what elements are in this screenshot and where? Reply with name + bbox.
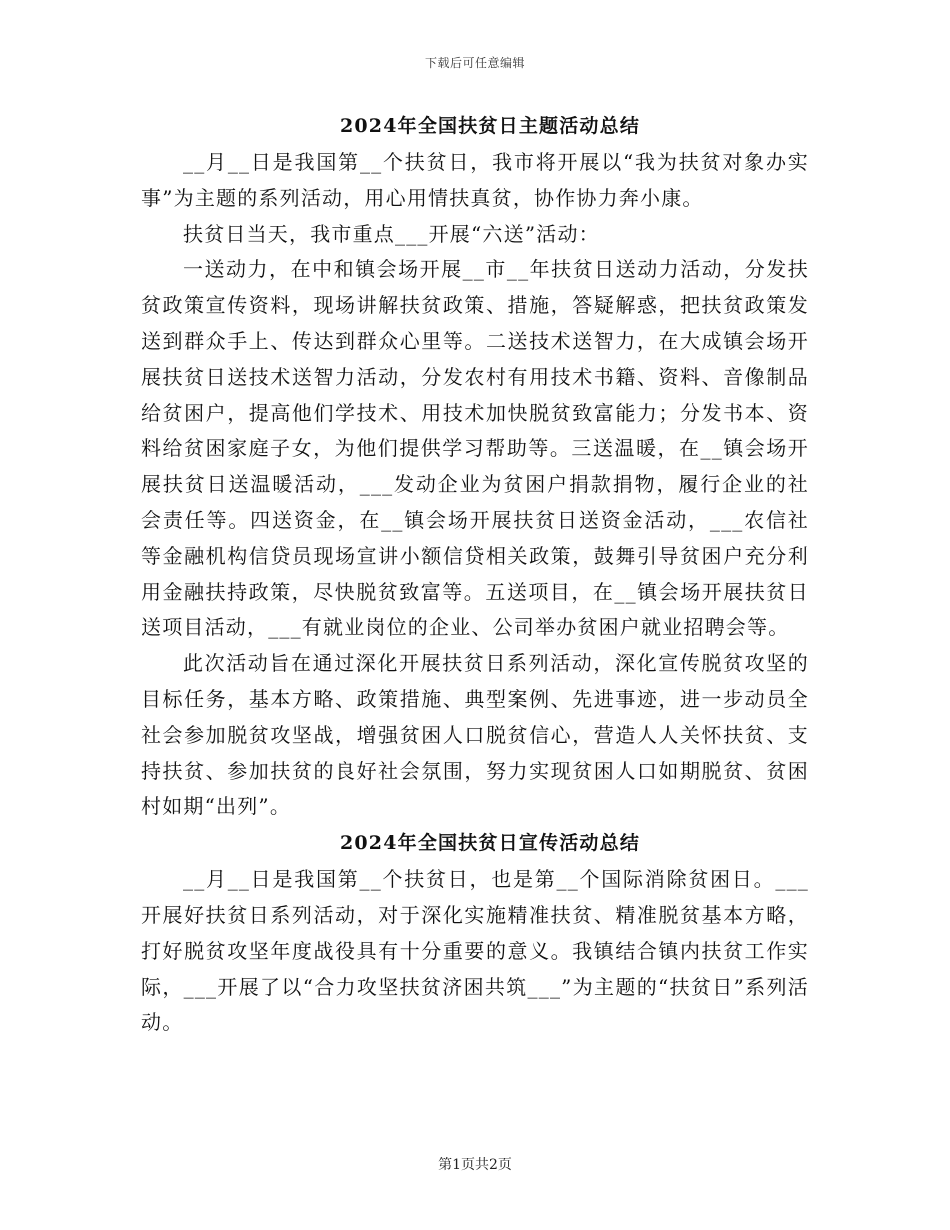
section-title: 2024年全国扶贫日主题活动总结 (339, 115, 641, 137)
paragraph: 此次活动旨在通过深化开展扶贫日系列活动，深化宣传脱贫攻坚的目标任务，基本方略、政策措施、典型案例、先进事迹，进一步动员全社会参加脱贫攻坚战，增强贫困人口脱贫信心，营造人人关怀扶贫、支持扶贫、参加扶贫的良好社会氛围，努力实现贫困人口如期脱贫、贫困村如期“出列”。 (141, 651, 809, 819)
paragraph: __月__日是我国第__个扶贫日，也是第__个国际消除贫困日。___开展好扶贫日系列活动，对于深化实施精准扶贫、精准脱贫基本方略，打好脱贫攻坚年度战役具有十分重要的意义。我镇结合镇内扶贫工作实际，___开展了以“合力攻坚扶贫济困共筑___”为主题的“扶贫日”系列活动。 (141, 867, 809, 1035)
section-poverty-day-publicity (141, 825, 809, 1041)
document-body (141, 108, 809, 1041)
section-poverty-day-theme (141, 108, 809, 825)
page-indicator: 第1页共2页 (438, 1157, 512, 1173)
paragraph: __月__日是我国第__个扶贫日，我市将开展以“我为扶贫对象办实事”为主题的系列活动，用心用情扶真贫，协作协力奔小康。 (141, 150, 809, 210)
paragraph: 扶贫日当天，我市重点___开展“六送”活动： (183, 221, 600, 246)
paragraph: 一送动力，在中和镇会场开展__市__年扶贫日送动力活动，分发扶贫政策宣传资料，现场讲解扶贫政策、措施，答疑解惑，把扶贫政策发送到群众手上、传达到群众心里等。二送技术送智力，在大成镇会场开展扶贫日送技术送智力活动，分发农村有用技术书籍、资料、音像制品给贫困户，提高他们学技术、用技术加快脱贫致富能力；分发书本、资料给贫困家庭子女，为他们提供学习帮助等。三送温暖，在__镇会场开展扶贫日送温暖活动，___发动企业为贫困户捐款捐物，履行企业的社会责任等。四送资金，在__镇会场开展扶贫日送资金活动，___农信社等金融机构信贷员现场宣讲小额信贷相关政策，鼓舞引导贫困户充分利用金融扶持政策，尽快脱贫致富等。五送项目，在__镇会场开展扶贫日送项目活动，___有就业岗位的企业、公司举办贫困户就业招聘会等。 (141, 257, 809, 640)
section-title: 2024年全国扶贫日宣传活动总结 (339, 832, 641, 855)
header-note: 下载后可任意编辑 (424, 56, 525, 70)
